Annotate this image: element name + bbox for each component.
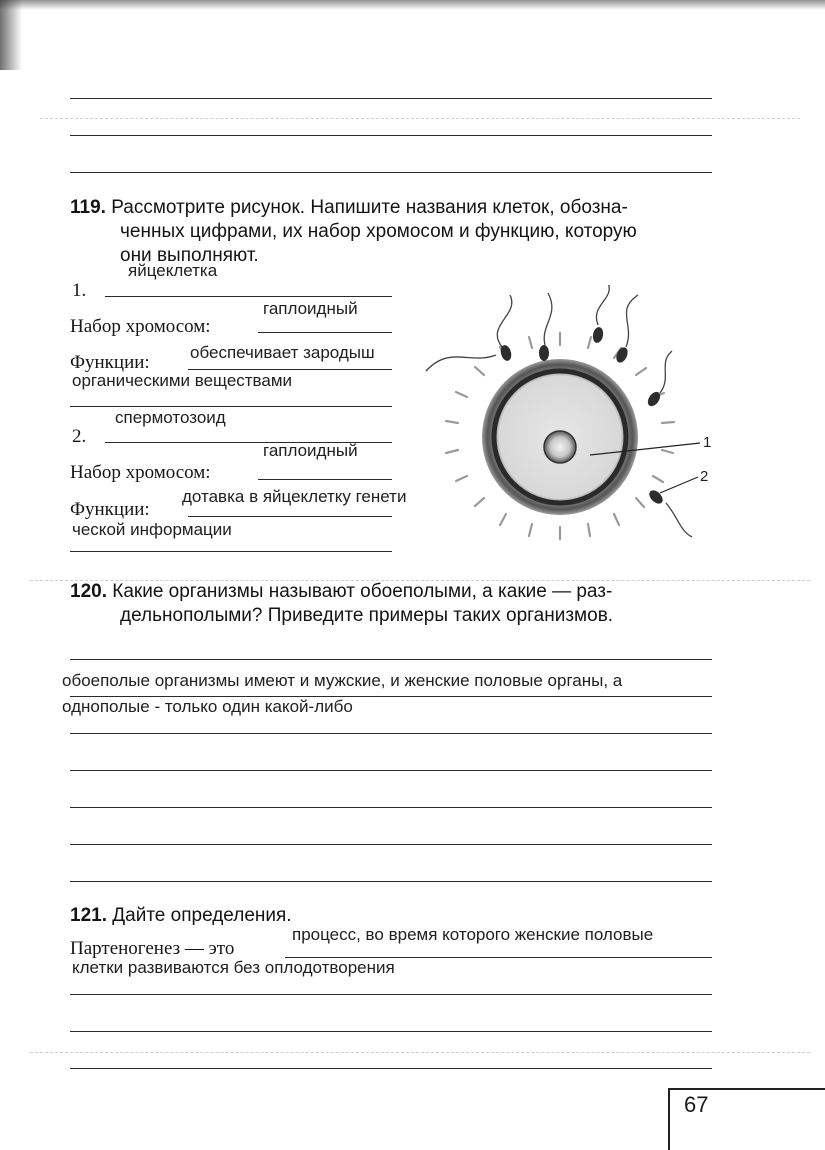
- task-120-number: 120.: [70, 581, 107, 602]
- item-2-function-line: [188, 516, 392, 517]
- item-1-name-line: [105, 296, 392, 297]
- answer-line: [70, 135, 712, 136]
- task-121-number: 121.: [70, 905, 107, 926]
- egg-nucleus: [544, 431, 576, 463]
- answer-line: [70, 659, 712, 660]
- item-1-number: 1.: [72, 280, 87, 301]
- task-121-prompt: [70, 904, 292, 928]
- answer-line: [70, 1068, 712, 1069]
- task-119-prompt-line-1: Рассмотрите рисунок. Напишите названия клеток, обозна-: [111, 197, 628, 218]
- answer-line: [70, 844, 712, 845]
- scan-edge-left: [0, 0, 22, 70]
- answer-line: [70, 172, 712, 173]
- answer-line: [70, 770, 712, 771]
- answer-line: [70, 733, 712, 734]
- scan-edge-top: [0, 0, 825, 10]
- leader-line-2: [660, 477, 698, 493]
- task-120-prompt-line-2: дельнополыми? Приведите примеры таких организмов.: [120, 605, 614, 626]
- item-1-chromosome-line: [258, 332, 392, 333]
- answer-line: [70, 1031, 712, 1032]
- task-119-number: 119.: [70, 197, 106, 218]
- item-2-chromosome-label: Набор хромосом:: [70, 462, 211, 483]
- task-121-answer-line-1: процесс, во время которого женские половые: [292, 925, 654, 944]
- task-120-answer-line-1: обоеполые организмы имеют и мужские, и женские половые органы, а: [62, 671, 623, 690]
- sperm-cell: [614, 295, 638, 364]
- answer-line: [70, 881, 712, 882]
- sperm-cell: [497, 295, 513, 362]
- answer-line: [70, 98, 712, 99]
- item-2-function-label: Функции:: [70, 499, 150, 520]
- item-1-chromosome-value: гаплоидный: [263, 299, 358, 318]
- item-1-function-line-extra: [70, 406, 392, 407]
- page-number: 67: [684, 1092, 709, 1117]
- sperm-cell: [645, 351, 672, 408]
- item-2-chromosome-line: [258, 479, 392, 480]
- item-1-function-line-1: обеспечивает зародыш: [190, 343, 375, 362]
- task-121-answer-line-2: клетки развиваются без оплодотворения: [72, 958, 395, 977]
- item-1-function-line-2: органическими веществами: [72, 371, 293, 390]
- item-2-function-line-extra: [70, 551, 392, 552]
- answer-line: [70, 807, 712, 808]
- item-2-number: 2.: [72, 426, 87, 447]
- sperm-cell: [539, 293, 552, 361]
- task-121-term: Партеногенез — это: [70, 938, 235, 959]
- sperm-cell: [426, 355, 496, 371]
- item-1-function-label: Функции:: [70, 352, 150, 373]
- bleed-through-line: [40, 118, 800, 119]
- fertilization-figure: [410, 285, 730, 575]
- bleed-through-line: [30, 1052, 810, 1053]
- sperm-cell-label-2: [647, 488, 692, 537]
- sperm-cell: [592, 285, 610, 344]
- item-2-cell-name: спермотозоид: [115, 408, 226, 427]
- item-1-cell-name: яйцеклетка: [128, 261, 218, 280]
- item-2-function-line-1: дотавка в яйцеклетку генети: [182, 487, 407, 506]
- item-2-function-line-2: ческой информации: [72, 520, 232, 539]
- task-119-prompt-line-2: ченных цифрами, их набор хромосом и функцию, которую: [120, 221, 637, 242]
- answer-line: [70, 994, 712, 995]
- item-1-chromosome-label: Набор хромосом:: [70, 316, 211, 337]
- task-120-prompt: [70, 580, 750, 604]
- task-119-prompt-line-3: они выполняют.: [120, 245, 259, 266]
- task-121-prompt-text: Дайте определения.: [112, 905, 292, 926]
- task-120-answer-line-2: однополые - только один какой-либо: [62, 697, 353, 716]
- task-119-prompt: [70, 196, 730, 220]
- item-2-chromosome-value: гаплоидный: [263, 441, 358, 460]
- figure-label-1: 1: [703, 434, 712, 451]
- figure-label-2: 2: [700, 468, 709, 485]
- task-120-prompt-line-1: Какие организмы называют обоеполыми, а какие — раз-: [112, 581, 613, 602]
- item-1-function-line: [188, 369, 392, 370]
